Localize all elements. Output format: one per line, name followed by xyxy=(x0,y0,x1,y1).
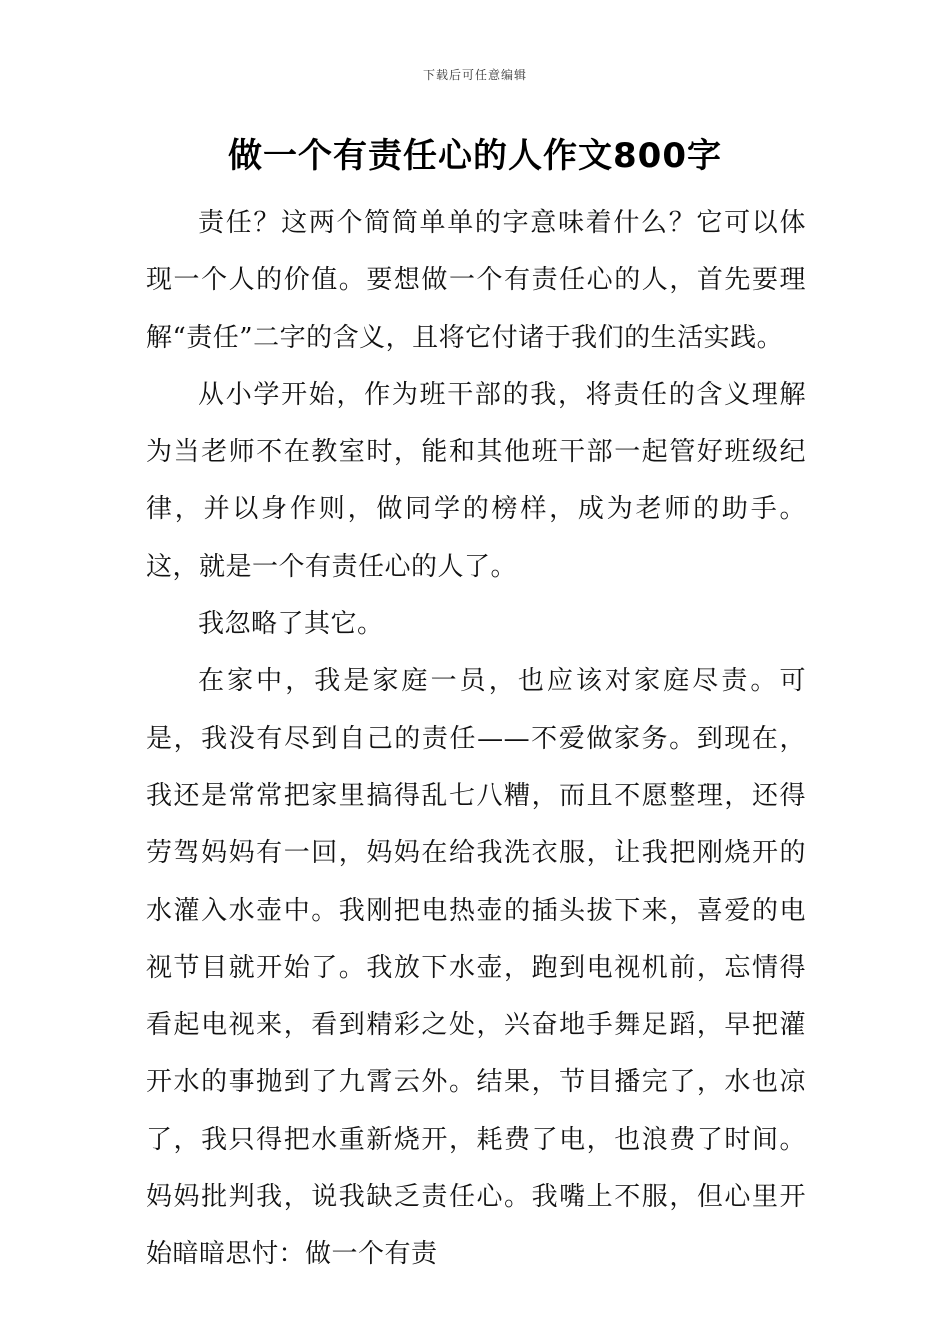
paragraph: 我忽略了其它。 xyxy=(198,609,384,640)
paragraph: 在家中，我是家庭一员，也应该对家庭尽责。可是，我没有尽到自己的责任——不爱做家务。到现在，我还是常常把家里搞得乱七八糟，而且不愿整理，还得劳驾妈妈有一回，妈妈在给我洗衣服，让我把刚烧开的水灌入水壶中。我刚把电热壶的插头拔下来，喜爱的电视节目就开始了。我放下水壶，跑到电视机前，忘情得看起电视来，看到精彩之处，兴奋地手舞足蹈，早把灌开水的事抛到了九霄云外。结果，节目播完了，水也凉了，我只得把水重新烧开，耗费了电，也浪费了时间。妈妈批判我，说我缺乏责任心。我嘴上不服，但心里开始暗暗思忖：做一个有责 xyxy=(146,666,806,1270)
document-title: 做一个有责任心的人作文800字 xyxy=(228,136,722,176)
document-body xyxy=(146,195,806,1284)
paragraph: 从小学开始，作为班干部的我，将责任的含义理解为当老师不在教室时，能和其他班干部一起管好班级纪律，并以身作则，做同学的榜样，成为老师的助手。这，就是一个有责任心的人了。 xyxy=(146,379,806,582)
paragraph: 责任？这两个简简单单的字意味着什么？它可以体现一个人的价值。要想做一个有责任心的人，首先要理解“责任”二字的含义，且将它付诸于我们的生活实践。 xyxy=(146,208,806,353)
header-note: 下载后可任意编辑 xyxy=(422,68,527,82)
